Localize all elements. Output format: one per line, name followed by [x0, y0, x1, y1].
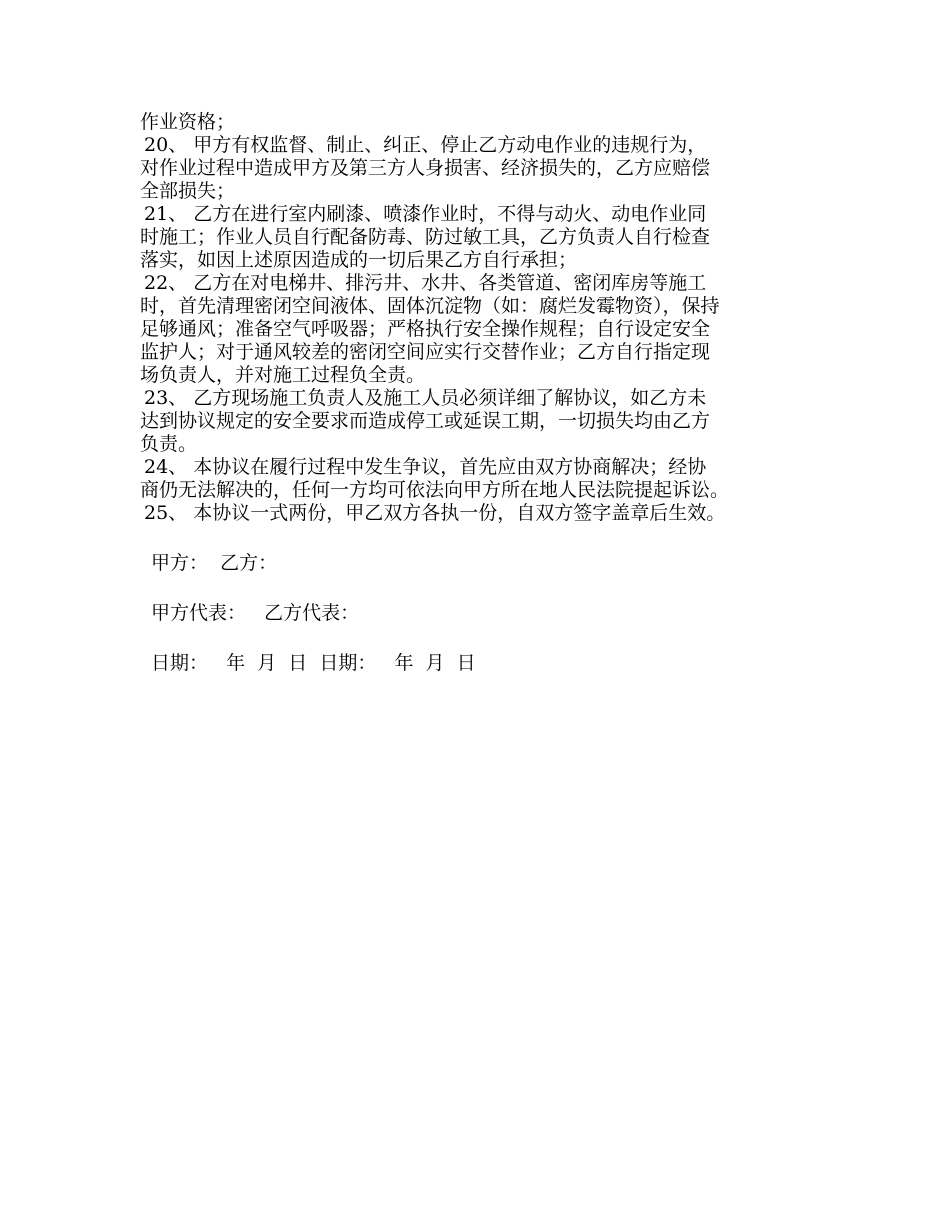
signature-dates: 日期： 年 月 日 日期： 年 月 日 [151, 652, 476, 674]
text-line: 对作业过程中造成甲方及第三方人身损害、经济损失的，乙方应赔偿 [140, 157, 711, 179]
clause-22-line: 22、 乙方在对电梯井、排污井、水井、各类管道、密闭库房等施工 [144, 272, 707, 294]
clause-24-line: 24、 本协议在履行过程中发生争议，首先应由双方协商解决；经协 [144, 456, 707, 478]
text-line: 时施工；作业人员自行配备防毒、防过敏工具，乙方负责人自行检查 [140, 226, 711, 248]
text-line: 场负责人，并对施工过程负全责。 [140, 364, 426, 386]
text-line: 商仍无法解决的，任何一方均可依法向甲方所在地人民法院提起诉讼。 [140, 479, 730, 501]
document-page [140, 111, 820, 675]
text-line: 监护人；对于通风较差的密闭空间应实行交替作业；乙方自行指定现 [140, 341, 711, 363]
text-line: 足够通风；准备空气呼吸器；严格执行安全操作规程；自行设定安全 [140, 318, 711, 340]
signature-parties: 甲方： 乙方： [151, 552, 278, 574]
signature-representatives: 甲方代表： 乙方代表： [151, 602, 360, 624]
clause-25-line: 25、 本协议一式两份，甲乙双方各执一份，自双方签字盖章后生效。 [144, 502, 726, 524]
text-line: 时，首先清理密闭空间液体、固体沉淀物（如：腐烂发霉物资），保持 [140, 295, 720, 317]
clause-21-line: 21、 乙方在进行室内刷漆、喷漆作业时，不得与动火、动电作业同 [144, 203, 707, 225]
clause-23-line: 23、 乙方现场施工负责人及施工人员必须详细了解协议，如乙方未 [144, 387, 707, 409]
text-line: 落实，如因上述原因造成的一切后果乙方自行承担； [140, 249, 578, 271]
text-line: 全部损失； [140, 180, 236, 202]
text-line: 负责。 [140, 433, 198, 455]
text-line: 作业资格； [140, 111, 236, 133]
text-line: 达到协议规定的安全要求而造成停工或延误工期，一切损失均由乙方 [140, 410, 711, 432]
clause-20-line: 20、 甲方有权监督、制止、纠正、停止乙方动电作业的违规行为， [144, 134, 707, 156]
